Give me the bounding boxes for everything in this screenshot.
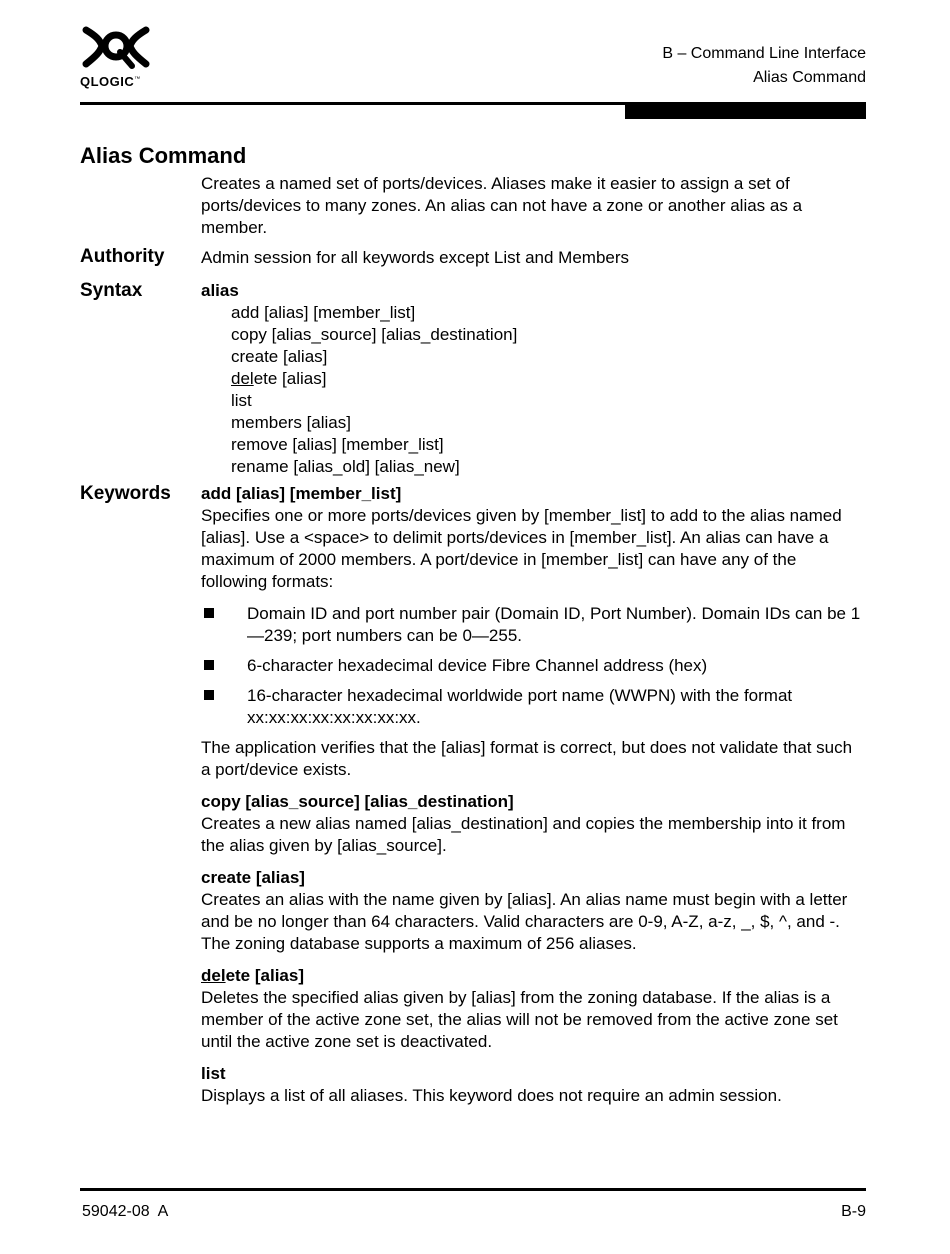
bullet-square-icon [204,608,214,618]
qlogic-logo [80,24,152,92]
keyword-create-heading: create [alias] [201,868,305,887]
keyword-list-text: Displays a list of all aliases. This keyword does not require an admin session. [201,1086,782,1105]
footer-rule [80,1188,866,1191]
bullet-square-icon [204,660,214,670]
keyword-list-heading: list [201,1064,226,1083]
syntax-line: members [alias] [231,413,351,432]
intro-paragraph: Creates a named set of ports/devices. Aliases make it easier to assign a set of ports/devices to many zones. An alias can not have a zone or another alias as a member. [201,174,803,237]
logo-wordmark: QLOGIC™ [80,74,141,89]
footer-page-number: B-9 [841,1203,866,1220]
syntax-line: list [231,391,252,410]
syntax-line: rename [alias_old] [alias_new] [231,457,460,476]
syntax-label: Syntax [80,280,143,301]
list-item: Domain ID and port number pair (Domain ID, Port Number). Domain IDs can be 1—239; port numbers can be 0—255. [201,603,866,647]
qlogic-logo-mark-icon [80,24,152,72]
footer-doc-number: 59042-08 A [82,1203,169,1220]
authority-label: Authority [80,246,165,267]
syntax-line: copy [alias_source] [alias_destination] [231,325,518,344]
keywords-block [201,483,866,1107]
header-chapter: B – Command Line Interface [662,45,866,62]
keywords-label: Keywords [80,483,171,504]
header-rule-bar [625,102,866,119]
list-item: 6-character hexadecimal device Fibre Channel address (hex) [201,655,866,677]
bullet-square-icon [204,690,214,700]
keyword-copy-heading: copy [alias_source] [alias_destination] [201,792,514,811]
syntax-command: alias [201,281,239,300]
keyword-add-heading: add [alias] [member_list] [201,484,402,503]
syntax-block [201,280,866,478]
keyword-add-after: The application verifies that the [alias] format is correct, but does not validate that such a port/device exists. [201,738,853,779]
syntax-line: create [alias] [231,347,328,366]
page-title: Alias Command [80,143,247,168]
header-section: Alias Command [753,69,866,86]
syntax-line: add [alias] [member_list] [231,303,416,322]
keyword-delete-text: Deletes the specified alias given by [alias] from the zoning database. If the alias is a member of the active zone set, the alias will not be removed from the active zone set until the active zone set is deactivated. [201,988,838,1051]
keyword-copy-text: Creates a new alias named [alias_destination] and copies the membership into it from the alias given by [alias_source]. [201,814,846,855]
keyword-add-text: Specifies one or more ports/devices given by [member_list] to add to the alias named [alias]. Use a <space> to delimit ports/devices in [member_list]. An alias can have a maximum of 2000 members. A port/device in [member_list] can have any of the following formats: [201,506,842,591]
member-format-list [201,603,866,729]
syntax-line: remove [alias] [member_list] [231,435,444,454]
keyword-create-text: Creates an alias with the name given by [alias]. An alias name must begin with a letter and be no longer than 64 characters. Valid characters are 0-9, A-Z, a-z, _, $, ^, and -. The zoning database supports a maximum of 256 aliases. [201,890,848,953]
keyword-delete-heading: delete [alias] [201,966,304,985]
authority-text: Admin session for all keywords except List and Members [201,248,630,267]
syntax-line-delete: delete [alias] [231,369,327,388]
list-item: 16-character hexadecimal worldwide port name (WWPN) with the format xx:xx:xx:xx:xx:xx:xx:xx. [201,685,866,729]
